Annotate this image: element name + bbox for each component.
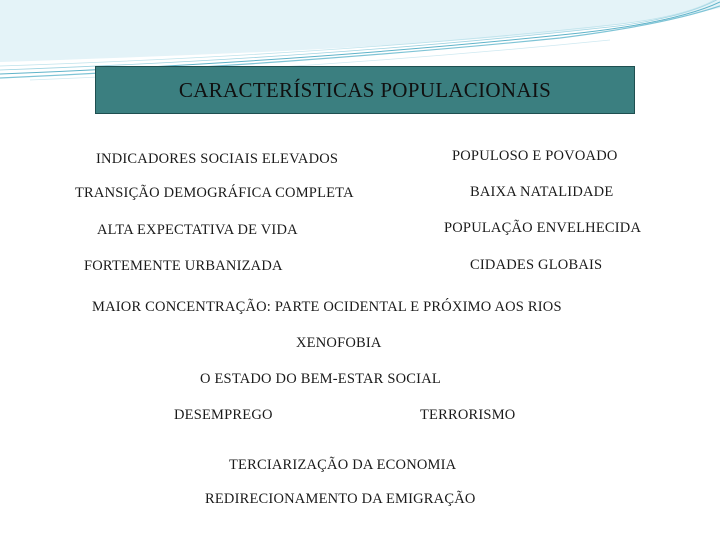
right-item-populous: POPULOSO E POVOADO — [452, 148, 618, 164]
concentration-line: MAIOR CONCENTRAÇÃO: PARTE OCIDENTAL E PRÓXIMO AOS RIOS — [92, 299, 562, 315]
right-item-aging-population: POPULAÇÃO ENVELHECIDA — [444, 220, 642, 236]
terrorism-line: TERRORISMO — [420, 407, 516, 423]
emigration-line: REDIRECIONAMENTO DA EMIGRAÇÃO — [205, 491, 476, 507]
welfare-state-line: O ESTADO DO BEM-ESTAR SOCIAL — [200, 371, 441, 387]
right-item-low-birthrate: BAIXA NATALIDADE — [470, 184, 614, 200]
left-item-life-expectancy: ALTA EXPECTATIVA DE VIDA — [97, 222, 298, 238]
tertiarization-line: TERCIARIZAÇÃO DA ECONOMIA — [229, 457, 457, 473]
title-box — [95, 66, 635, 114]
unemployment-line: DESEMPREGO — [174, 407, 273, 423]
left-item-demographic-transition: TRANSIÇÃO DEMOGRÁFICA COMPLETA — [75, 185, 354, 201]
right-item-global-cities: CIDADES GLOBAIS — [470, 257, 603, 273]
left-item-urbanized: FORTEMENTE URBANIZADA — [84, 258, 283, 274]
slide-title: CARACTERÍSTICAS POPULACIONAIS — [178, 77, 552, 102]
left-item-social-indicators: INDICADORES SOCIAIS ELEVADOS — [96, 151, 339, 167]
xenophobia-line: XENOFOBIA — [296, 335, 382, 351]
